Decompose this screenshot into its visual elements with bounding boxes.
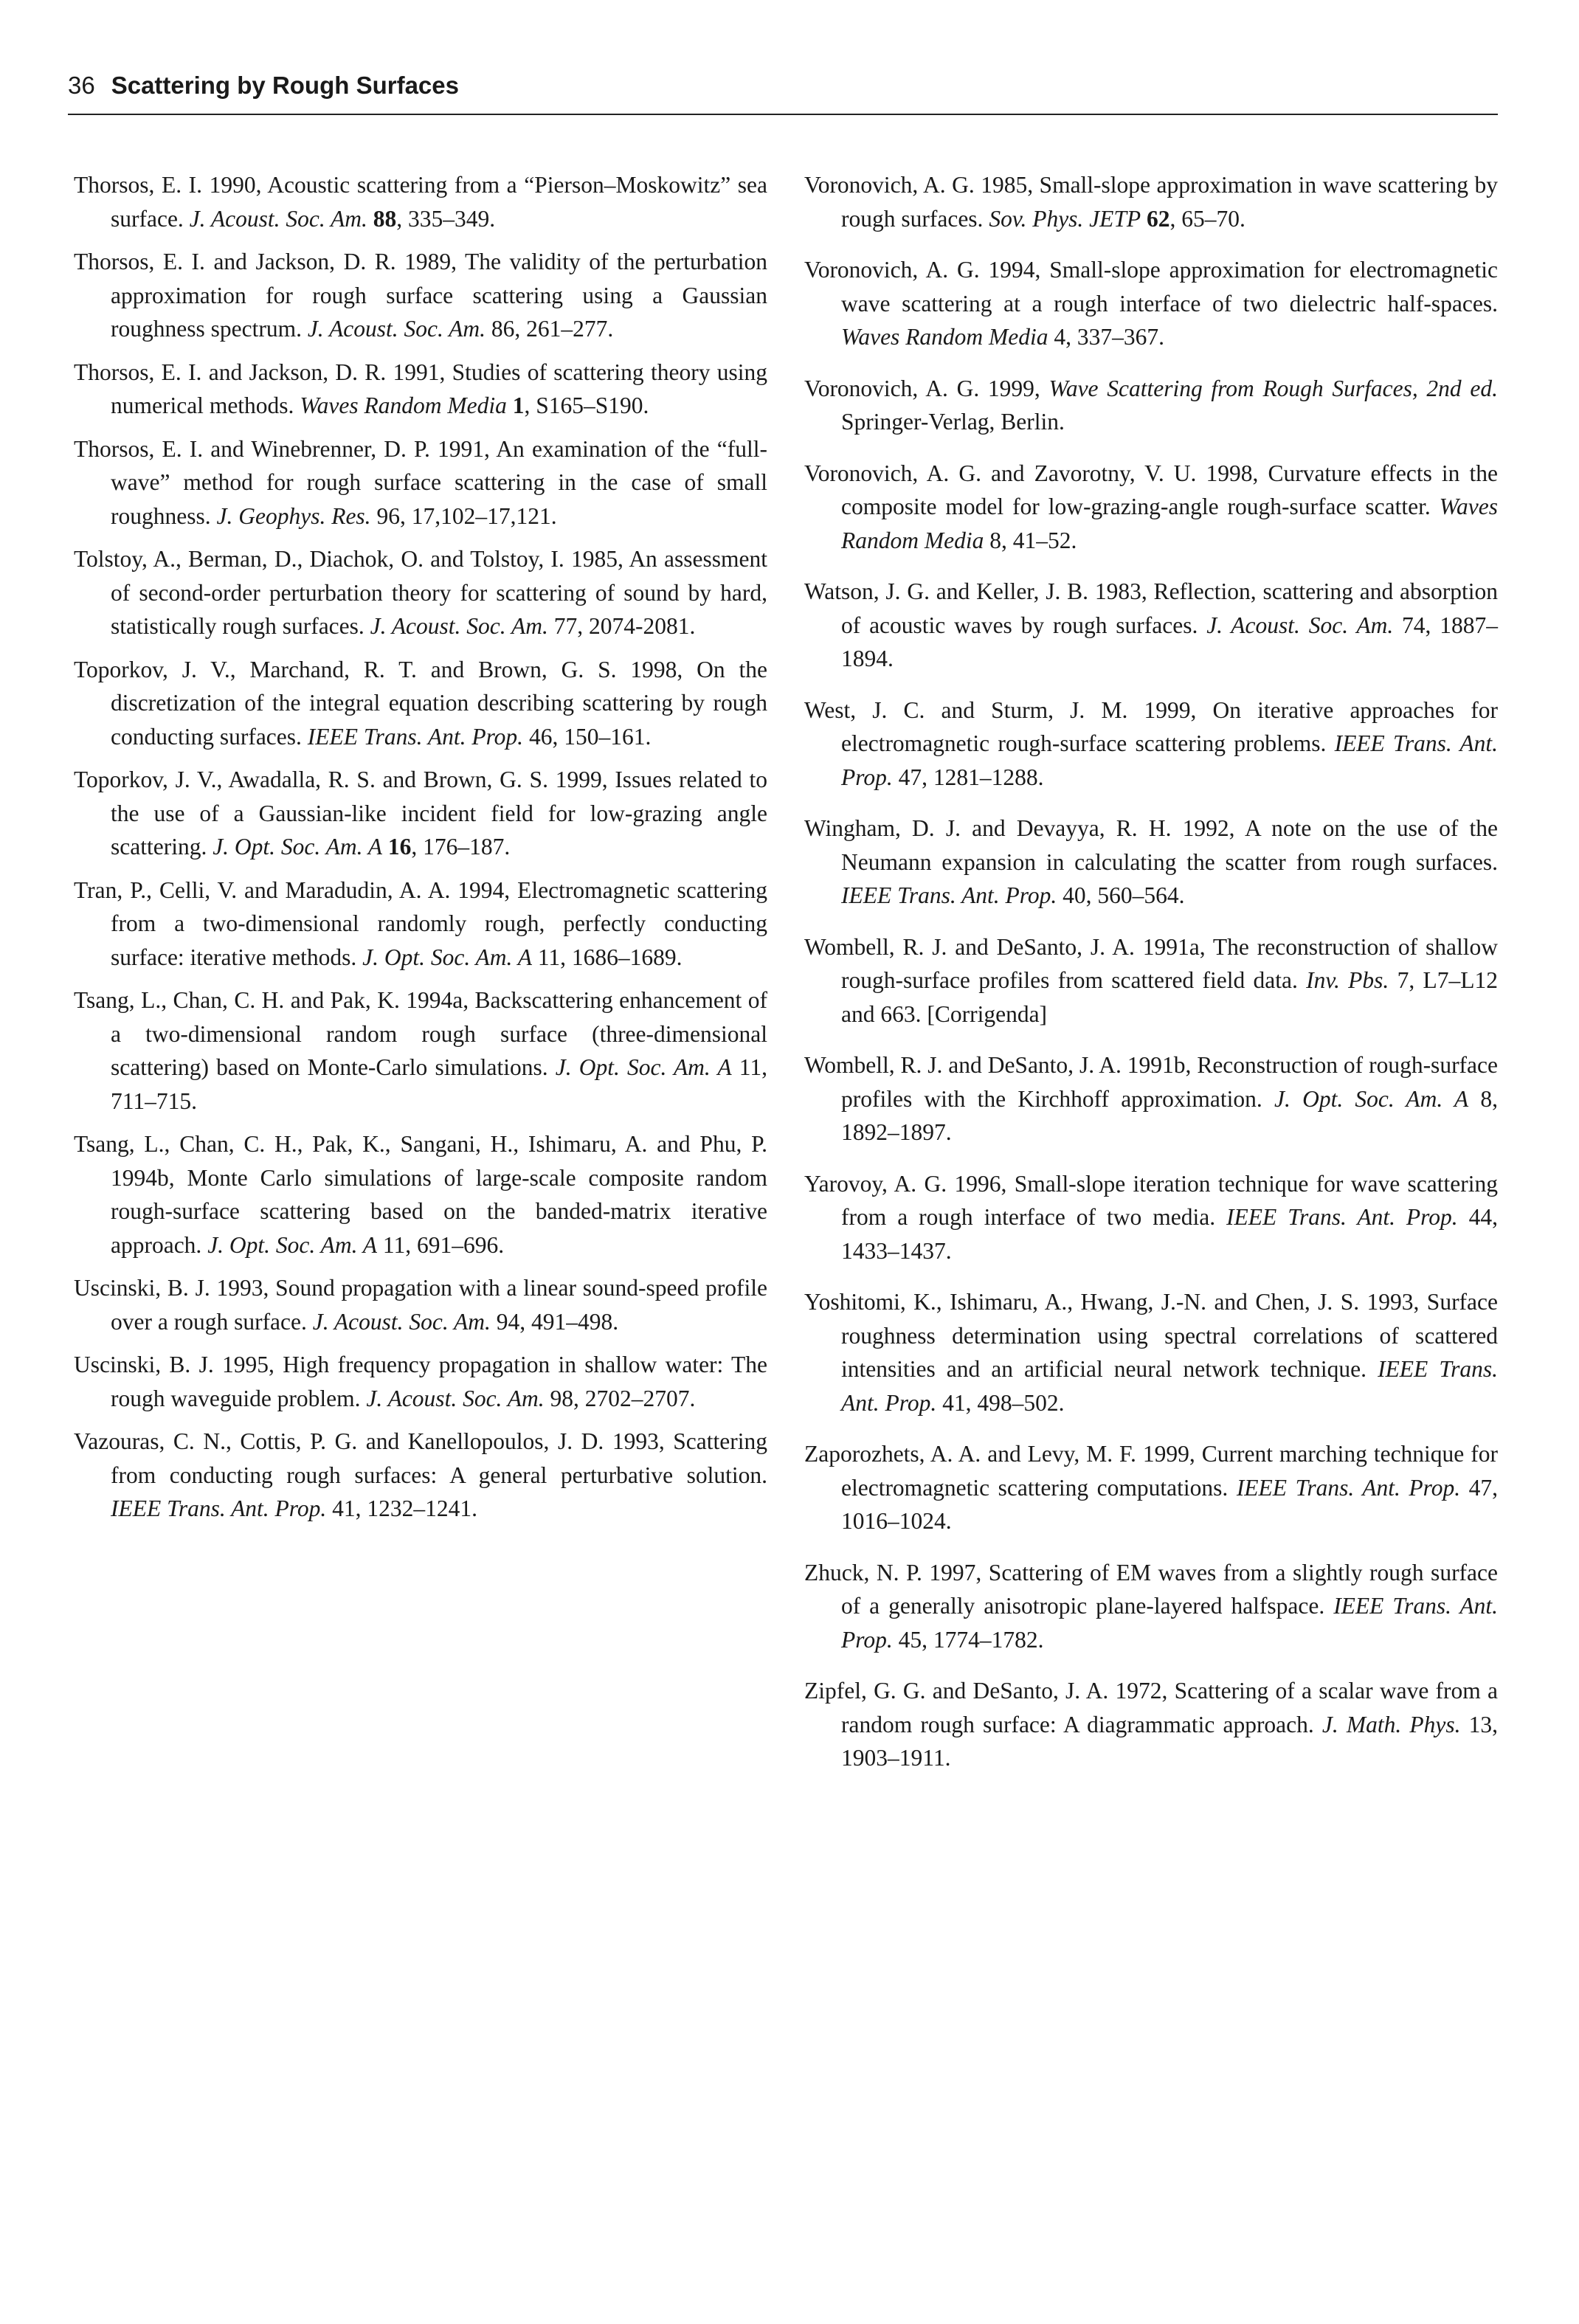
reference-entry: Thorsos, E. I. 1990, Acoustic scattering from a “Pierson–Moskowitz” sea surface. J. Acoust. Soc. Am. 88, 335–349.	[74, 172, 767, 232]
reference-column-left	[74, 168, 767, 1535]
reference-entry: Thorsos, E. I. and Winebrenner, D. P. 1991, An examination of the “full-wave” method for rough surface scattering in the case of small roughness. J. Geophys. Res. 96, 17,102–17,121.	[74, 435, 767, 529]
header-rule	[68, 114, 1498, 115]
reference-entry: Toporkov, J. V., Awadalla, R. S. and Brown, G. S. 1999, Issues related to the use of a Gaussian-like incident field for low-grazing angle scattering. J. Opt. Soc. Am. A 16, 176–187.	[74, 767, 767, 860]
reference-entry: Toporkov, J. V., Marchand, R. T. and Brown, G. S. 1998, On the discretization of the integral equation describing scattering by rough conducting surfaces. IEEE Trans. Ant. Prop. 46, 150–161.	[74, 656, 767, 750]
reference-column-right	[804, 168, 1498, 1793]
reference-entry: Wingham, D. J. and Devayya, R. H. 1992, A note on the use of the Neumann expansion in calculating the scatter from rough surfaces. IEEE Trans. Ant. Prop. 40, 560–564.	[804, 815, 1498, 908]
reference-entry: Thorsos, E. I. and Jackson, D. R. 1989, The validity of the perturbation approximation for rough surface scattering using a Gaussian roughness spectrum. J. Acoust. Soc. Am. 86, 261–277.	[74, 249, 767, 342]
reference-entry: Uscinski, B. J. 1995, High frequency propagation in shallow water: The rough waveguide problem. J. Acoust. Soc. Am. 98, 2702–2707.	[74, 1352, 767, 1411]
reference-entry: Uscinski, B. J. 1993, Sound propagation with a linear sound-speed profile over a rough surface. J. Acoust. Soc. Am. 94, 491–498.	[74, 1275, 767, 1335]
reference-entry: Zhuck, N. P. 1997, Scattering of EM waves from a slightly rough surface of a generally anisotropic plane-layered halfspace. IEEE Trans. Ant. Prop. 45, 1774–1782.	[804, 1559, 1498, 1653]
reference-entry: Tsang, L., Chan, C. H. and Pak, K. 1994a, Backscattering enhancement of a two-dimensional random rough surface (three-dimensional scattering) based on Monte-Carlo simulations. J. Opt. Soc. Am. A 11, 711–715.	[74, 987, 767, 1114]
reference-entry: Watson, J. G. and Keller, J. B. 1983, Reflection, scattering and absorption of acoustic waves by rough surfaces. J. Acoust. Soc. Am. 74, 1887–1894.	[804, 578, 1498, 671]
reference-entry: Wombell, R. J. and DeSanto, J. A. 1991a, The reconstruction of shallow rough-surface profiles from scattered field data. Inv. Pbs. 7, L7–L12 and 663. [Corrigenda]	[804, 933, 1499, 1027]
reference-entry: Yarovoy, A. G. 1996, Small-slope iteration technique for wave scattering from a rough interface of two media. IEEE Trans. Ant. Prop. 44, 1433–1437.	[804, 1170, 1498, 1264]
reference-entry: Voronovich, A. G. 1999, Wave Scattering from Rough Surfaces, 2nd ed. Springer-Verlag, Berlin.	[804, 375, 1498, 435]
running-head	[68, 63, 1498, 108]
reference-entry: Voronovich, A. G. 1994, Small-slope approximation for electromagnetic wave scattering at a rough interface of two dielectric half-spaces. Waves Random Media 4, 337–367.	[804, 257, 1498, 350]
reference-entry: West, J. C. and Sturm, J. M. 1999, On iterative approaches for electromagnetic rough-surface scattering problems. IEEE Trans. Ant. Prop. 47, 1281–1288.	[804, 696, 1498, 790]
reference-entry: Thorsos, E. I. and Jackson, D. R. 1991, Studies of scattering theory using numerical methods. Waves Random Media 1, S165–S190.	[74, 359, 767, 418]
reference-entry: Vazouras, C. N., Cottis, P. G. and Kanellopoulos, J. D. 1993, Scattering from conducting rough surfaces: A general perturbative solution. IEEE Trans. Ant. Prop. 41, 1232–1241.	[74, 1428, 767, 1521]
reference-entry: Tolstoy, A., Berman, D., Diachok, O. and Tolstoy, I. 1985, An assessment of second-order perturbation theory for scattering of sound by hard, statistically rough surfaces. J. Acoust. Soc. Am. 77, 2074-2081.	[74, 546, 767, 639]
reference-entry: Voronovich, A. G. 1985, Small-slope approximation in wave scattering by rough surfaces. Sov. Phys. JETP 62, 65–70.	[804, 172, 1498, 232]
page-number: 36	[68, 72, 95, 99]
reference-entry: Yoshitomi, K., Ishimaru, A., Hwang, J.-N. and Chen, J. S. 1993, Surface roughness determination using spectral correlations of scattered intensities and an artificial neural network technique. IEEE Trans. Ant. Prop. 41, 498–502.	[804, 1289, 1498, 1416]
reference-entry: Zipfel, G. G. and DeSanto, J. A. 1972, Scattering of a scalar wave from a random rough surface: A diagrammatic approach. J. Math. Phys. 13, 1903–1911.	[804, 1678, 1498, 1771]
reference-entry: Tran, P., Celli, V. and Maradudin, A. A. 1994, Electromagnetic scattering from a two-dimensional randomly rough, perfectly conducting surface: iterative methods. J. Opt. Soc. Am. A 11, 1686–1689.	[74, 876, 767, 970]
reference-entry: Wombell, R. J. and DeSanto, J. A. 1991b, Reconstruction of rough-surface profiles with the Kirchhoff approximation. J. Opt. Soc. Am. A 8, 1892–1897.	[804, 1052, 1498, 1145]
chapter-title: Scattering by Rough Surfaces	[111, 72, 459, 99]
reference-entry: Tsang, L., Chan, C. H., Pak, K., Sangani, H., Ishimaru, A. and Phu, P. 1994b, Monte Carlo simulations of large-scale composite random rough-surface scattering based on the banded-matrix iterative approach. J. Opt. Soc. Am. A 11, 691–696.	[74, 1131, 767, 1258]
reference-entry: Voronovich, A. G. and Zavorotny, V. U. 1998, Curvature effects in the composite model for low-grazing-angle rough-surface scatter. Waves Random Media 8, 41–52.	[804, 460, 1498, 553]
reference-entry: Zaporozhets, A. A. and Levy, M. F. 1999, Current marching technique for electromagnetic scattering computations. IEEE Trans. Ant. Prop. 47, 1016–1024.	[804, 1441, 1498, 1534]
